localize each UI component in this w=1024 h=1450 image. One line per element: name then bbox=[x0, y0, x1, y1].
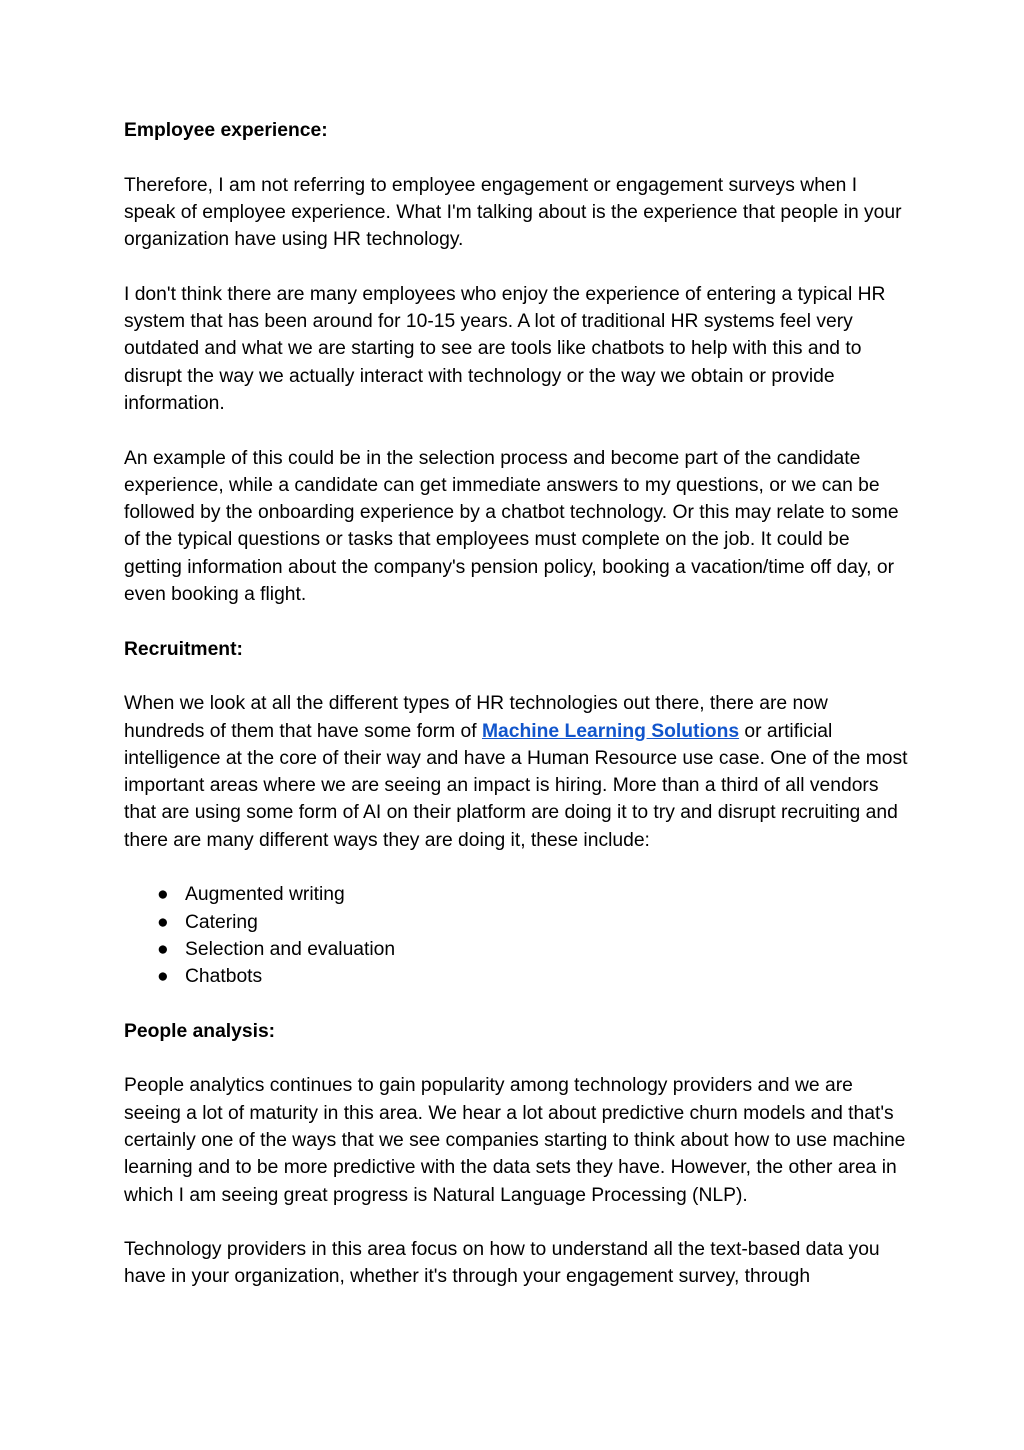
bullet-list bbox=[124, 881, 908, 990]
bullet-icon: ● bbox=[157, 884, 169, 906]
list-item bbox=[124, 909, 908, 936]
text-after-link: or artificial intelligence at the core of their way and have a Human Resource use case. One of the most important areas where we are seeing an impact is hiring. More than a third of all vendors that are using some form of AI on their platform are doing it to try and disrupt recruiting and there are many different ways they are doing it, these include: bbox=[124, 720, 908, 851]
list-item bbox=[124, 963, 908, 990]
paragraph: I don't think there are many employees who enjoy the experience of entering a typical HR system that has been around for 10-15 years. A lot of traditional HR systems feel very outdated and what we are starting to see are tools like chatbots to help with this and to disrupt the way we actually interact with technology or the way we obtain or provide information. bbox=[124, 283, 886, 414]
list-item bbox=[124, 936, 908, 963]
list-item-text: Selection and evaluation bbox=[185, 938, 396, 960]
list-item-text: Catering bbox=[185, 911, 258, 933]
paragraph: Therefore, I am not referring to employee engagement or engagement surveys when I speak of employee experience. What I'm talking about is the experience that people in your organization have using HR technology. bbox=[124, 174, 902, 251]
heading-people-analysis: People analysis: bbox=[124, 1020, 276, 1042]
paragraph: People analytics continues to gain popularity among technology providers and we are seeing a lot of maturity in this area. We hear a lot about predictive churn models and that's certainly one of the ways that we see companies starting to think about how to use machine learning and to be more predictive with the data sets they have. However, the other area in which I am seeing great progress is Natural Language Processing (NLP). bbox=[124, 1075, 906, 1206]
paragraph: An example of this could be in the selection process and become part of the candidate experience, while a candidate can get immediate answers to my questions, or we can be followed by the onboarding experience by a chatbot technology. Or this may relate to some of the typical questions or tasks that employees must complete on the job. It could be getting information about the company's pension policy, booking a vacation/time off day, or even booking a flight. bbox=[124, 447, 899, 606]
spacer bbox=[124, 991, 908, 1018]
spacer bbox=[124, 608, 908, 635]
heading-employee-experience: Employee experience: bbox=[124, 120, 328, 141]
bullet-icon: ● bbox=[157, 966, 169, 988]
paragraph-recruitment bbox=[124, 690, 908, 854]
spacer bbox=[124, 854, 908, 881]
spacer bbox=[124, 253, 908, 280]
list-item bbox=[124, 881, 908, 908]
bullet-icon: ● bbox=[157, 911, 169, 933]
spacer bbox=[124, 663, 908, 690]
machine-learning-solutions-link[interactable]: Machine Learning Solutions bbox=[481, 720, 740, 742]
list-item-text: Augmented writing bbox=[185, 884, 345, 906]
bullet-icon: ● bbox=[157, 938, 169, 960]
spacer bbox=[124, 1209, 908, 1236]
paragraph: Technology providers in this area focus on how to understand all the text-based data you have in your organization, whether it's through your engagement survey, through bbox=[124, 1239, 880, 1288]
document-page bbox=[124, 117, 908, 1291]
text-before-link: When we look at all the different types of HR technologies out there, there are now hundreds of them that have some form of bbox=[124, 693, 828, 742]
spacer bbox=[124, 1045, 908, 1072]
spacer bbox=[124, 144, 908, 171]
heading-recruitment: Recruitment: bbox=[124, 638, 243, 660]
list-item-text: Chatbots bbox=[185, 966, 263, 988]
spacer bbox=[124, 417, 908, 444]
